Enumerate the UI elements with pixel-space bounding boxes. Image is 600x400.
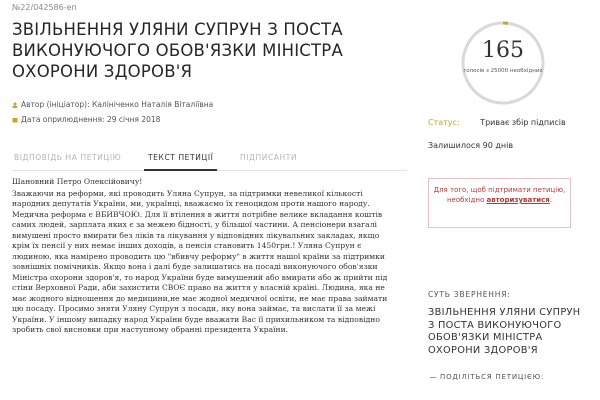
notice-text: Для того, щоб підтримати петицію, необхідно [433, 186, 566, 204]
signature-caption: голосів з 25000 необхідних [463, 68, 543, 74]
page-title: ЗВІЛЬНЕННЯ УЛЯНИ СУПРУН З ПОСТА ВИКОНУЮЧОГО ОБОВ'ЯЗКИ МІНІСТРА ОХОРОНИ ЗДОРОВ'Я [12, 20, 343, 81]
petition-body [12, 177, 397, 336]
tab-signers[interactable]: ПІДПИСАНТИ [240, 153, 298, 162]
author-row [12, 100, 213, 109]
greeting: Шановний Петро Олексійовичу! [12, 177, 143, 186]
tab-answer[interactable]: ВІДПОВІДЬ НА ПЕТИЦІЮ [14, 153, 122, 162]
progress-ring [460, 20, 546, 106]
status-row [428, 118, 566, 127]
date-text: Дата оприлюднення: 29 січня 2018 [21, 115, 161, 124]
share-heading: ПОДІЛІТЬСЯ ПЕТИЦІЄЮ: [440, 373, 545, 381]
calendar-icon [12, 117, 18, 123]
author-text: Автор (ініціатор): Калініченко Наталія Віталіївна [21, 100, 214, 109]
status-value: Триває збір підписів [480, 118, 566, 127]
essence-heading: СУТЬ ЗВЕРНЕННЯ: [428, 290, 511, 299]
tab-petition-text[interactable]: ТЕКСТ ПЕТИЦІЇ [148, 153, 214, 162]
share-divider [430, 377, 436, 378]
signature-counter [460, 20, 546, 106]
notice-end: . [549, 196, 553, 204]
date-row [12, 115, 160, 124]
status-label: Статус: [428, 118, 460, 127]
petition-number: №22/042586-еп [12, 3, 77, 12]
signature-count: 165 [482, 38, 524, 63]
auth-notice [428, 178, 571, 228]
petition-text: Зважаючи на реформи, які проводить Уляна Супрун, за підтримки невеликої кількості народних депутатів України, ми, українці, вважаємо їх геноцидом проти нашого народу. Медична реформа є ВБИВЧОЮ. Для її втілення в життя потрібне велике вкладання коштів самих людей, зарплата яких є за межею бідності, у більшої частини. А пенсіонери взагалі вимушені просто вмирати без ліків та лікування у відповідних лікувальних закладах, якщо крім їх пенсії у них немає інших доходів, а пенсія становить 1450грн.! Уляна Супрун є людиною, яка намірено проводить цю "вбивчу реформу" в життя нашої країни за підтримки зовнішніх помічників. Якщо вона і далі буде залишатись на посаді виконуючого обов'язки Міністра охорони здоров'я, то народ України буде вимушений або вмирати або ж прийти під стіни Верховної Ради, аби захистити СВОЄ право на життя у власній країні. Людина, яка не має жодного відношення до медицини,не має жодної медичної освіти, не має права займати цю посаду. Просимо зняти Уляну Супрун з посади, яку вона займає, та вислати її за межі України. У іншому випадку народ України буде вважати Вас її прихильником та відповідно зробить свої висновки при наступному обранні президента України. [12, 188, 388, 334]
login-link[interactable]: авторизуватися [486, 196, 550, 204]
essence-text: ЗВІЛЬНЕННЯ УЛЯНИ СУПРУН З ПОСТА ВИКОНУЮЧОГО ОБОВ'ЯЗКИ МІНІСТРА ОХОРОНИ ЗДОРОВ'Я [428, 307, 581, 356]
days-remaining: Залишилося 90 днів [428, 141, 514, 150]
user-icon [12, 102, 18, 108]
petition-tabs [12, 150, 407, 171]
